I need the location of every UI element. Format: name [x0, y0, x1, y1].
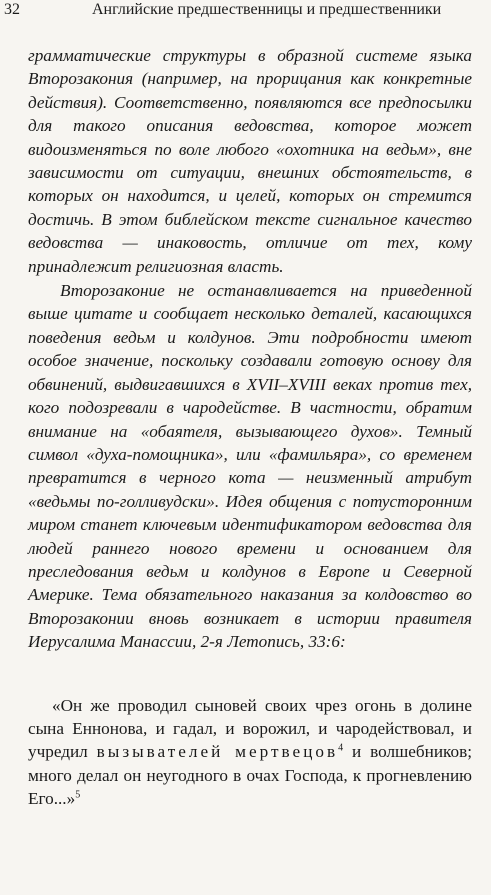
quote-spaced-text: вызывателей мертвецов	[96, 742, 339, 762]
quote-text-1: «Он же проводил сыновей своих чрез огонь в долине сына Еннонова, и гадал, и ворожил, и чародействовал, и учредил	[28, 695, 472, 762]
scripture-quote	[28, 694, 472, 811]
quote-text-2: и волшебников; много делал он неугодного в очах Господа, к прогневлению Его...»	[28, 742, 472, 809]
running-title: Английские предшественницы и предшественники	[92, 1, 442, 18]
body-paragraph-2: Второзаконие не останавливается на приведенной выше цитате и сообщает несколько деталей, касающихся поведения ведьм и колдунов. Эти подробности имеют особое значение, поскольку создавали готовую основу для обвинений, выдвигавшихся в XVII–XVIII веках против тех, кого подозревали в чародействе. В частности, обратим внимание на «обаятеля, вызывающего духов». Темный символ «духа-помощника», или «фамильяра», со временем превратится в черного кота — неизменный атрибут «ведьмы по-голливудски». Идея общения с потусторонним миром станет ключевым идентификатором ведовства для людей раннего нового времени и основанием для преследования ведьм и колдунов в Европе и Северной Америке. Тема обязательного наказания за колдовство во Второзаконии вновь возникает в истории правителя Иерусалима Манассии, 2-я Летопись, 33:6:	[28, 281, 472, 652]
page-number: 32	[4, 1, 20, 18]
page-body	[28, 44, 472, 811]
body-paragraph-1: грамматические структуры в образной системе языка Второзакония (например, на прорицания как конкретные действия). Соответственно, появляются все предпосылки для такого описания ведовства, которое может видоизменяться по воле любого «охотника на ведьм», вне зависимости от ситуации, внешних обстоятельств, в которых он находится, и целей, которых он стремится достичь. В этом библейском тексте сигнальное качество ведовства — инаковость, отличие от тех, кому принадлежит религиозная власть.	[28, 46, 472, 276]
footnote-marker-4: 4	[338, 742, 344, 754]
running-header	[0, 0, 491, 24]
footnote-marker-5: 5	[75, 789, 81, 801]
